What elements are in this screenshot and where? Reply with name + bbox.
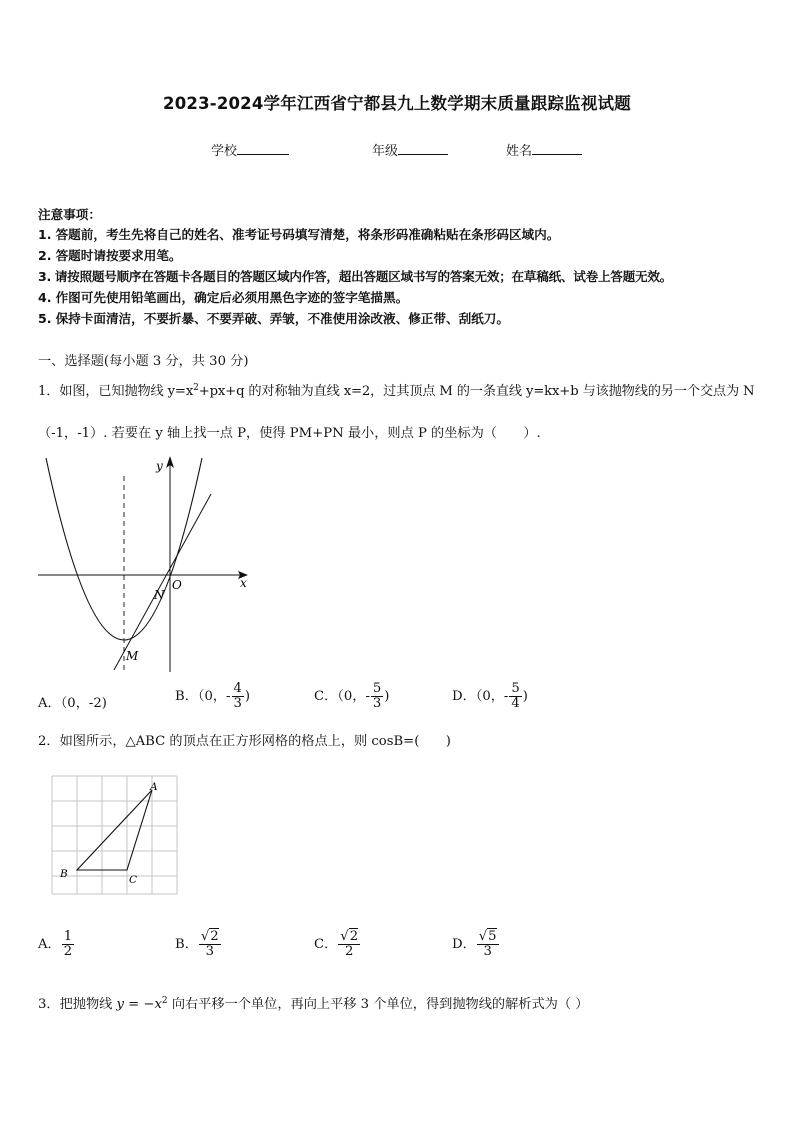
question-1-line-2: （-1，-1）. 若要在 y 轴上找一点 P，使得 PM+PN 最小，则点 P 的坐标为（ ）. xyxy=(38,426,541,441)
q2-option-a[interactable]: A． $\frac{1}{2}$ xyxy=(38,929,73,959)
page-title: 2023-2024学年江西省宁都县九上数学期末质量跟踪监视试题 xyxy=(163,94,631,113)
parabola-figure xyxy=(36,452,256,674)
notice-heading: 注意事项： xyxy=(38,207,101,222)
point-n-label: N xyxy=(154,588,165,602)
grade-field[interactable] xyxy=(372,140,448,159)
fraction: $\frac{√5}{3}$ xyxy=(478,929,497,959)
point-a-label: A xyxy=(150,781,158,793)
sqrt-symbol: √ xyxy=(200,929,210,944)
sqrt-symbol: √ xyxy=(340,929,349,944)
q1-option-d[interactable]: D．（0，- $\frac{5}{4}$ ) xyxy=(452,681,528,711)
school-blank[interactable] xyxy=(237,142,289,155)
section-heading: 一、选择题(每小题 3 分，共 30 分) xyxy=(38,354,249,369)
name-label: 姓名 xyxy=(506,144,533,159)
origin-label: O xyxy=(172,578,182,592)
notice-item: 4. 作图可先使用铅笔画出，确定后必须用黑色字迹的签字笔描黑。 xyxy=(38,290,409,305)
notice-item: 3. 请按照题号顺序在答题卡各题目的答题区域内作答，超出答题区域书写的答案无效；在草稿纸、试卷上答题无效。 xyxy=(38,269,673,284)
notice-item: 2. 答题时请按要求用笔。 xyxy=(38,248,182,263)
notice-item: 1. 答题前，考生先将自己的姓名、准考证号码填写清楚，将条形码准确粘贴在条形码区域内。 xyxy=(38,227,560,242)
notice-item: 5. 保持卡面清洁，不要折暴、不要弄破、弄皱，不准使用涂改液、修正带、刮纸刀。 xyxy=(38,311,509,326)
square-grid xyxy=(52,776,177,894)
y-axis-label: y xyxy=(156,459,163,473)
fraction: $\frac{√2}{3}$ xyxy=(200,929,219,959)
question-3-text: 3．把抛物线 $y = -x^2$ 向右平移一个单位，再向上平移 3 个单位，得到抛物线的解析式为（ ） xyxy=(38,996,589,1012)
grade-blank[interactable] xyxy=(398,142,448,155)
point-m-label: M xyxy=(126,649,139,663)
sqrt-symbol: √ xyxy=(478,929,488,944)
school-field[interactable] xyxy=(211,140,289,159)
fraction: $\frac{4}{3}$ xyxy=(233,681,242,711)
line-mn xyxy=(114,494,211,670)
name-field[interactable] xyxy=(506,140,582,159)
school-label: 学校 xyxy=(211,144,238,159)
fraction: $\frac{1}{2}$ xyxy=(63,929,73,959)
q2-option-c[interactable]: C． $\frac{√2}{2}$ xyxy=(314,929,359,959)
grade-label: 年级 xyxy=(372,144,399,159)
question-1-line-1: 1．如图，已知抛物线 $y=x^2+px+q$ 的对称轴为直线 x=2，过其顶点 M 的一条直线 y=kx+b 与该抛物线的另一个交点为 N xyxy=(38,383,755,399)
fraction: $\frac{5}{3}$ xyxy=(372,681,382,711)
q1-option-b[interactable]: B．（0，- $\frac{4}{3}$ ) xyxy=(175,681,251,711)
q1-option-a[interactable]: A．（0，-2) xyxy=(38,696,107,711)
x-axis-label: x xyxy=(240,576,247,590)
triangle-abc xyxy=(77,790,152,870)
question-2-text: 2．如图所示，△ABC 的顶点在正方形网格的格点上，则 cosB=( ) xyxy=(38,734,451,749)
name-blank[interactable] xyxy=(532,142,582,155)
q1-option-c[interactable]: C．（0，- $\frac{5}{3}$ ) xyxy=(314,681,390,711)
point-b-label: B xyxy=(60,868,68,880)
grid-triangle-figure xyxy=(50,774,180,898)
q2-option-d[interactable]: D． $\frac{√5}{3}$ xyxy=(452,929,497,959)
fraction: $\frac{√2}{2}$ xyxy=(340,929,359,959)
q2-option-b[interactable]: B． $\frac{√2}{3}$ xyxy=(175,929,219,959)
point-c-label: C xyxy=(129,874,138,886)
fraction: $\frac{5}{4}$ xyxy=(511,681,520,711)
